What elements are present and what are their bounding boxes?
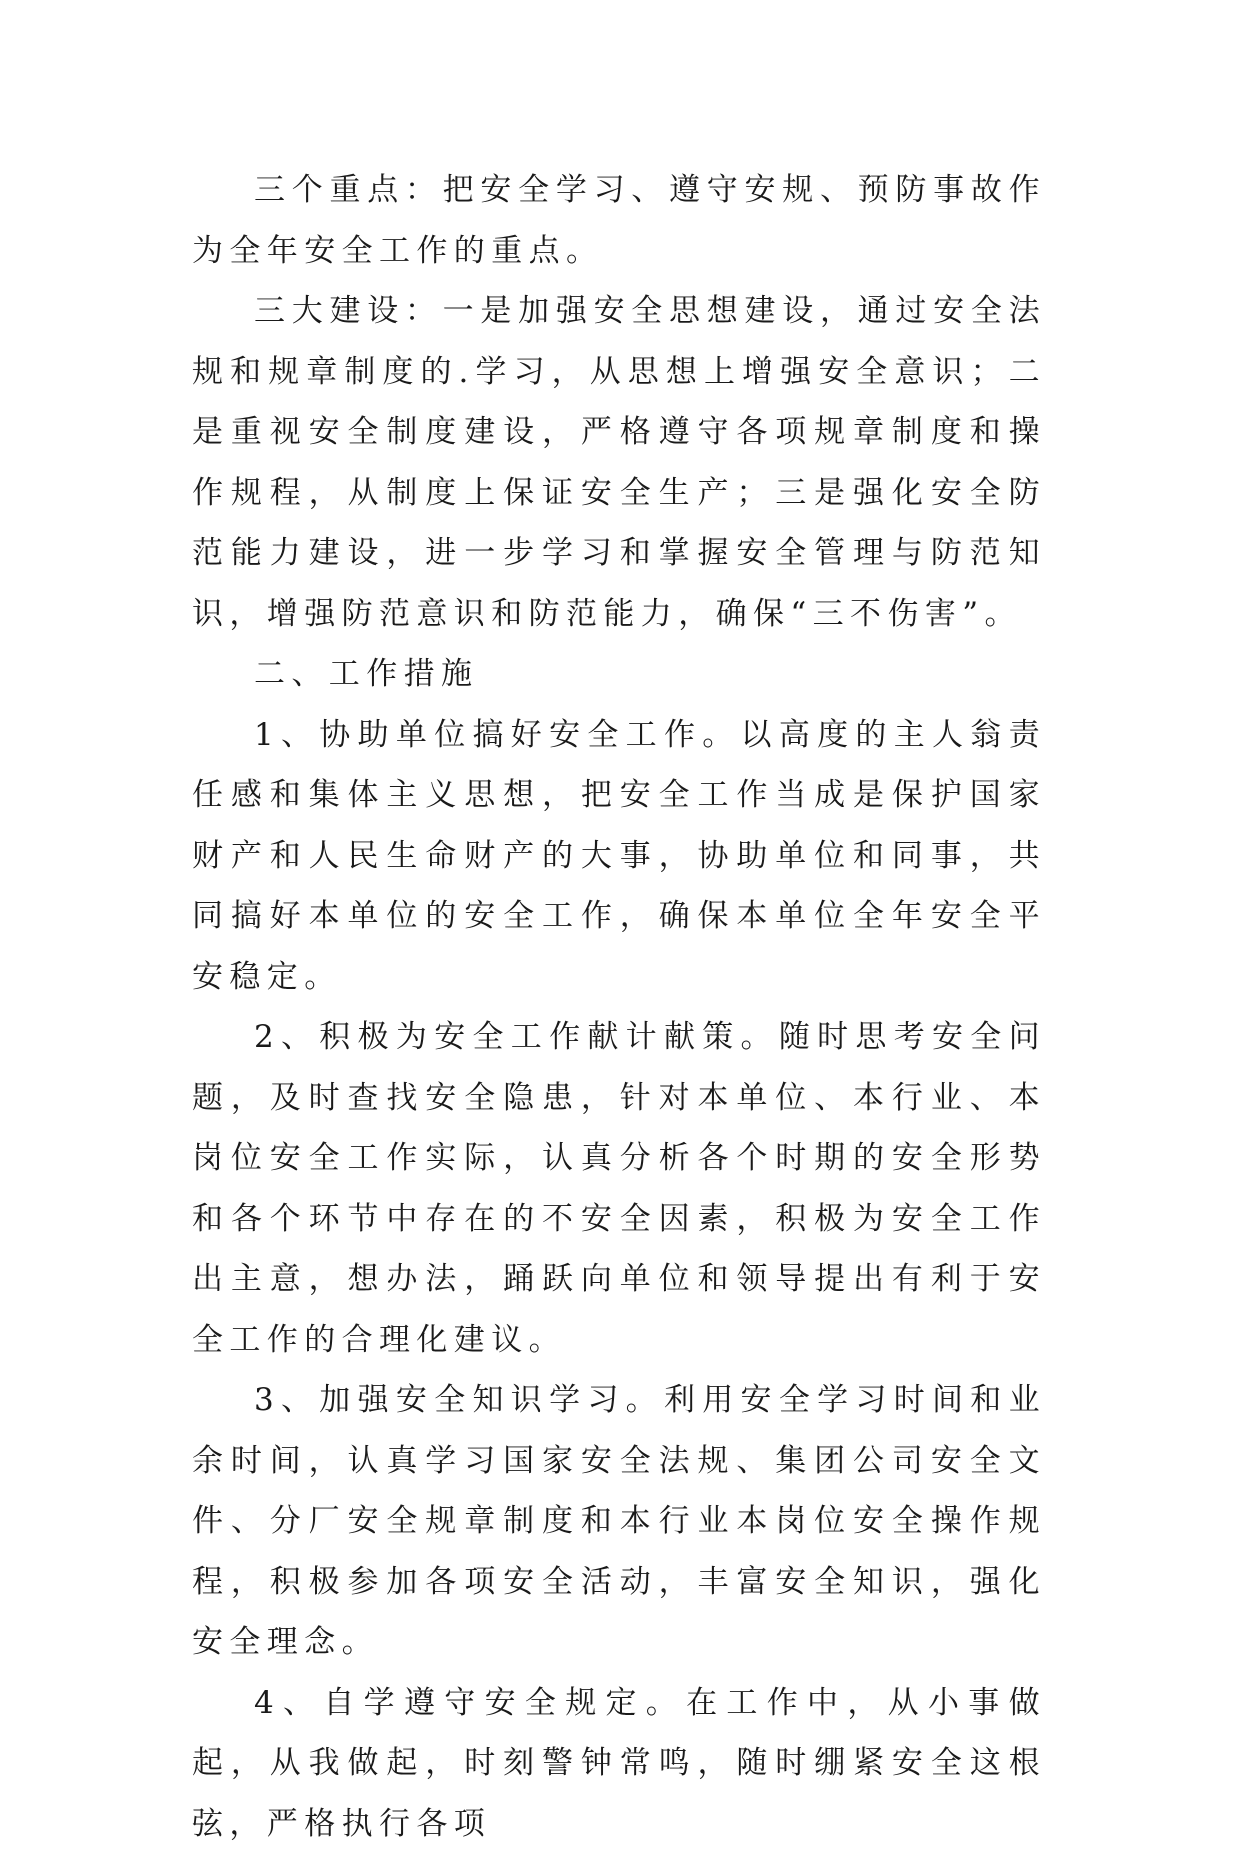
section-heading-work-measures: 二、工作措施: [192, 644, 1046, 705]
paragraph-three-key-points: 三个重点：把安全学习、遵守安规、预防事故作为全年安全工作的重点。: [192, 160, 1046, 281]
document-page: [192, 160, 1046, 1854]
paragraph-measure-1: 1、协助单位搞好安全工作。以高度的主人翁责任感和集体主义思想，把安全工作当成是保护国家财产和人民生命财产的大事，协助单位和同事，共同搞好本单位的安全工作，确保本单位全年安全平安稳定。: [192, 705, 1046, 1008]
paragraph-measure-2: 2、积极为安全工作献计献策。随时思考安全问题，及时查找安全隐患，针对本单位、本行业、本岗位安全工作实际，认真分析各个时期的安全形势和各个环节中存在的不安全因素，积极为安全工作出主意，想办法，踊跃向单位和领导提出有利于安全工作的合理化建议。: [192, 1007, 1046, 1370]
paragraph-three-constructions: 三大建设：一是加强安全思想建设，通过安全法规和规章制度的.学习，从思想上增强安全意识；二是重视安全制度建设，严格遵守各项规章制度和操作规程，从制度上保证安全生产；三是强化安全防范能力建设，进一步学习和掌握安全管理与防范知识，增强防范意识和防范能力，确保“三不伤害”。: [192, 281, 1046, 644]
paragraph-measure-4: 4、自学遵守安全规定。在工作中，从小事做起，从我做起，时刻警钟常鸣，随时绷紧安全这根弦，严格执行各项: [192, 1673, 1046, 1854]
paragraph-measure-3: 3、加强安全知识学习。利用安全学习时间和业余时间，认真学习国家安全法规、集团公司安全文件、分厂安全规章制度和本行业本岗位安全操作规程，积极参加各项安全活动，丰富安全知识，强化安全理念。: [192, 1370, 1046, 1673]
